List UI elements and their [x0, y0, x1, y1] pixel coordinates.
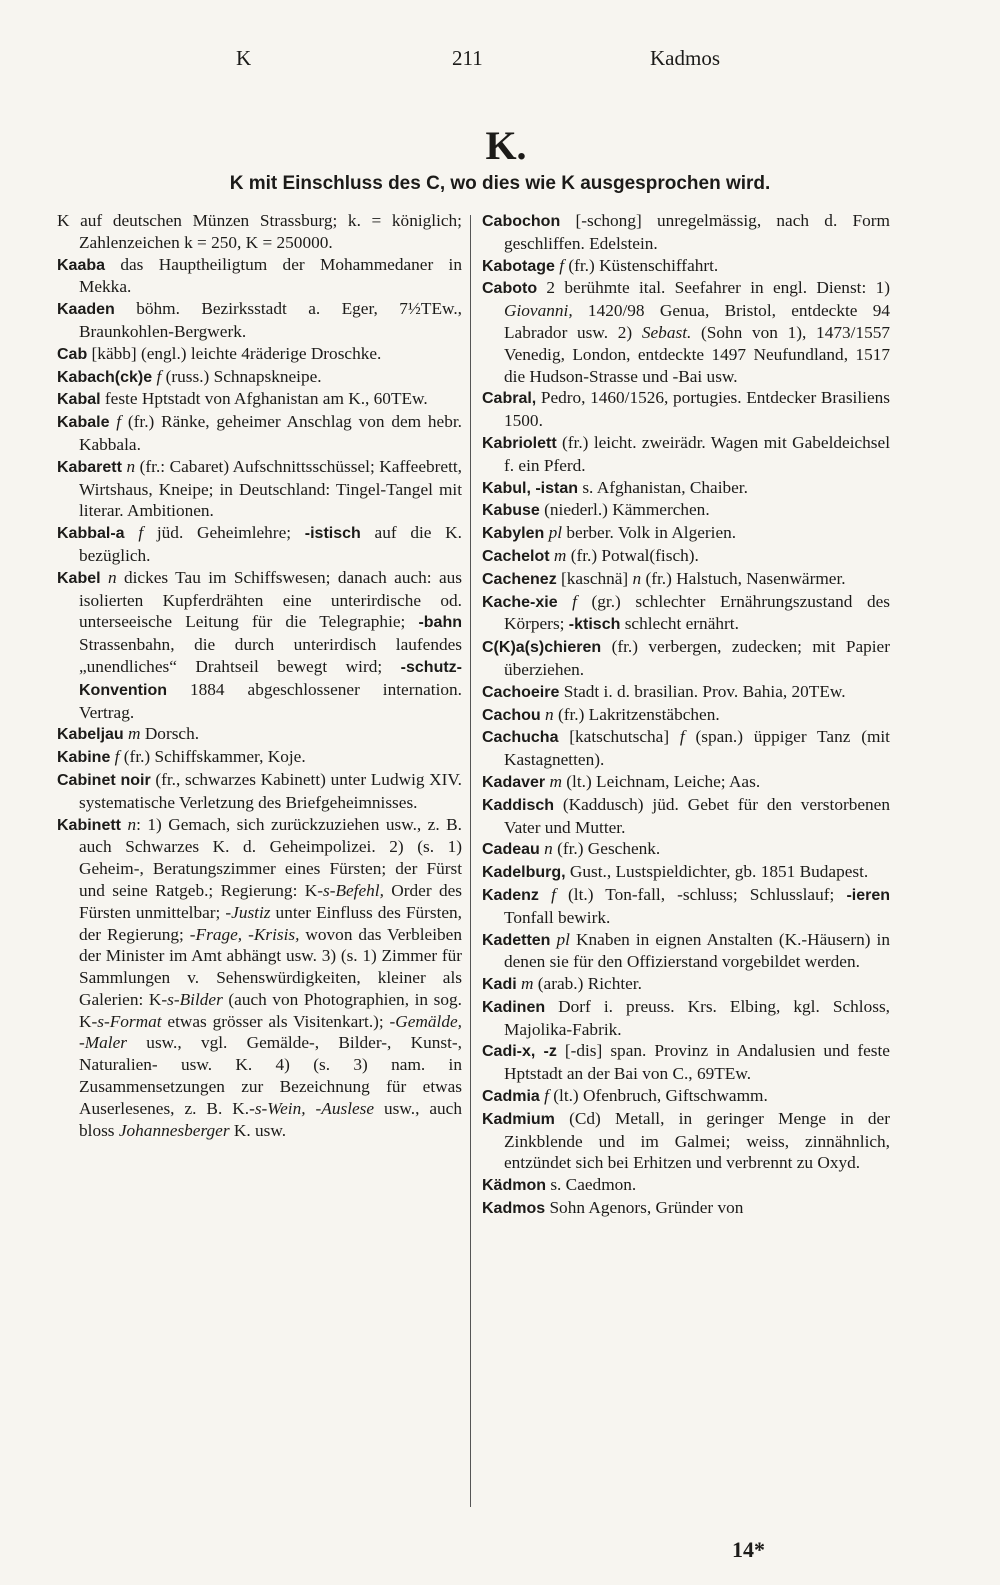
- entry-text: [101, 568, 108, 587]
- entry-text: Strassenbahn, die durch unterirdisch laufendes „unendliches“ Drahtseil bewegt wird;: [79, 635, 462, 676]
- entry-text: Sohn Agenors, Gründer von: [545, 1198, 744, 1218]
- dictionary-entry: [482, 477, 890, 500]
- entry-text: (fr.) leicht. zweirädr. Wagen mit Gabeldeichsel f. ein Pferd.: [504, 432, 890, 475]
- entry-headword: Cadeau: [482, 841, 540, 859]
- entry-text: unter Einfluss des Fürsten, der Regierung;: [79, 902, 463, 944]
- dictionary-entry: [57, 388, 462, 411]
- dictionary-entry: [482, 681, 890, 704]
- entry-text: [125, 523, 139, 542]
- entry-headword: Kabach(ck)e: [57, 368, 153, 386]
- entry-headword: Kaaba: [57, 256, 106, 274]
- dictionary-entry: [482, 210, 890, 255]
- entry-text: böhm. Bezirksstadt a. Eger, 7½TEw., Braunkohlen-Bergwerk.: [79, 299, 462, 341]
- entry-headword: Kabul, -istan: [482, 479, 579, 497]
- dictionary-entry: [482, 838, 890, 861]
- dictionary-entry: [482, 545, 890, 568]
- entry-headword: Kabel: [57, 569, 101, 587]
- entry-headword: Cab: [57, 345, 88, 363]
- signature-mark: 14*: [732, 1537, 765, 1562]
- entry-text: Dorf i. preuss. Krs. Elbing, kgl. Schloss, Majolika-Fabrik.: [504, 996, 890, 1039]
- entry-text: n: [544, 839, 553, 859]
- entry-text: f: [156, 366, 162, 386]
- entry-text: berber. Volk in Algerien.: [562, 523, 737, 543]
- entry-text: m: [549, 771, 562, 791]
- entry-headword: Cabinet noir: [57, 771, 151, 789]
- entry-text: pl: [556, 929, 570, 949]
- dictionary-entry: [482, 1108, 890, 1174]
- entry-text: m: [128, 724, 141, 744]
- entry-text: (lt.) Ofenbruch, Giftschwamm.: [548, 1086, 768, 1106]
- running-head-catchword: Kadmos: [650, 46, 720, 70]
- dictionary-entry: [57, 746, 462, 769]
- entry-text: (lt.) Leichnam, Leiche; Aas.: [561, 771, 761, 791]
- entry-headword: Kadinen: [482, 998, 546, 1016]
- entry-text: 1420/98 Genua, Bristol, entdeckte 94 Labrador usw. 2): [504, 301, 890, 342]
- entry-text: Pedro, 1460/1526, portugies. Entdecker Brasiliens 1500.: [504, 388, 890, 431]
- entry-headword: Caboto: [482, 280, 538, 298]
- entry-text: usw., vgl. Gemälde-, Bilder-, Kunst-, Naturalien- usw. K. 4) (s. 3) nam. in Zusammensetzungen zur Bezeichnung für etwas Auserlesenes, z. B. K.: [79, 1033, 462, 1118]
- entry-text: -s-Bilder: [161, 989, 223, 1009]
- dictionary-entry: [482, 1197, 890, 1220]
- entry-text: -Frage, -Krisis,: [189, 924, 300, 944]
- entry-text: f: [559, 255, 565, 275]
- entry-text: -Justiz: [225, 902, 271, 922]
- entry-headword: Kabeljau: [57, 726, 124, 744]
- dictionary-entry: [57, 254, 462, 299]
- entry-headword: Kaddisch: [482, 796, 555, 814]
- entry-text: : 1) Gemach, sich zurückzuziehen usw., z. B. auch Schwarzes K. d. Geheimpolizei. 2) (s. 1) Geheim-, Beratungszimmer eines Fürsten; der Fürst und seine Ratgeb.; Regierung: K: [79, 814, 462, 900]
- entry-text: Gust., Lustspieldichter, gb. 1851 Budapest.: [565, 862, 869, 882]
- entry-text: (fr.) Lakritzenstäbchen.: [553, 704, 720, 724]
- entry-headword: Cabral,: [482, 390, 537, 408]
- entry-headword: Kabriolett: [482, 434, 557, 452]
- entry-text: [katschutscha]: [558, 727, 680, 747]
- dictionary-entry: [57, 210, 462, 254]
- dictionary-entry: [482, 522, 890, 545]
- dictionary-entry: [57, 366, 462, 389]
- entry-text: [539, 885, 551, 904]
- entry-headword: Cadmia: [482, 1088, 540, 1106]
- dictionary-entry: [482, 1174, 890, 1197]
- entry-text: f: [679, 727, 685, 747]
- entry-text: -ieren: [846, 886, 891, 904]
- entry-text: Sebast.: [641, 322, 692, 342]
- entry-headword: Kabotage: [482, 257, 555, 275]
- dictionary-entry: [482, 726, 890, 771]
- entry-text: (fr.) verbergen, zudecken; mit Papier überziehen.: [504, 637, 890, 679]
- entry-text: s. Afghanistan, Chaiber.: [578, 477, 748, 497]
- entry-text: (fr., schwarzes Kabinett) unter Ludwig XIV. systematische Verletzung des Briefgeheimnisses.: [79, 769, 462, 812]
- entry-headword: Kabylen: [482, 525, 545, 543]
- entry-text: Dorsch.: [140, 724, 200, 744]
- entry-text: das Hauptheiligtum der Mohammedaner in Mekka.: [79, 254, 462, 297]
- entry-text: m: [553, 545, 567, 565]
- entry-text: f: [114, 747, 120, 767]
- entry-text: (fr.) Geschenk.: [552, 839, 661, 859]
- entry-text: [558, 592, 573, 611]
- dictionary-entry: [482, 1040, 890, 1085]
- entry-text: schlecht ernährt.: [620, 614, 739, 634]
- entry-text: m: [521, 974, 534, 994]
- entry-text: usw., auch bloss: [79, 1098, 462, 1140]
- entry-headword: Cadi-x, -z: [482, 1043, 557, 1061]
- entry-text: (fr.) Ränke, geheimer Anschlag von dem hebr. Kabbala.: [79, 412, 462, 454]
- entry-text: (fr.) Schiffskammer, Koje.: [119, 747, 306, 767]
- entry-text: (russ.) Schnapskneipe.: [161, 366, 322, 386]
- dictionary-entry: [482, 996, 890, 1041]
- entry-text: (Kaddusch) jüd. Gebet für den verstorbenen Vater und Mutter.: [504, 794, 890, 837]
- entry-text: (fr.: Cabaret) Aufschnittsschüssel; Kaffeebrett, Wirtshaus, Kneipe; in Deutschland: Tingel-Tangel mit literar. Ambitionen.: [79, 456, 462, 521]
- entry-text: (lt.) Ton-fall, -schluss; Schlusslauf;: [555, 884, 847, 904]
- entry-headword: Cachucha: [482, 729, 559, 747]
- entry-headword: Cachenez: [482, 570, 557, 588]
- entry-text: n: [107, 567, 117, 587]
- dictionary-entry: [482, 636, 890, 681]
- left-column: [57, 210, 462, 1141]
- dictionary-entry: [482, 568, 890, 591]
- entry-headword: Kadmos: [482, 1200, 546, 1218]
- entry-headword: Kabine: [57, 749, 111, 767]
- entry-headword: Kadmium: [482, 1110, 555, 1128]
- entry-text: s. Caedmon.: [546, 1175, 637, 1195]
- section-letter: K.: [485, 123, 527, 168]
- entry-text: f: [138, 523, 144, 543]
- entry-text: Order des Fürsten unmittelbar;: [79, 880, 462, 922]
- entry-text: (fr.) Potwal(fisch).: [566, 545, 699, 565]
- entry-text: [-dis] span. Provinz in Andalusien und feste Hptstadt an der Bai von C., 69TEw.: [504, 1041, 890, 1084]
- dictionary-entry: [57, 769, 462, 814]
- dictionary-entry: [482, 255, 890, 278]
- entry-headword: Kadi: [482, 976, 517, 994]
- dictionary-entry: [482, 929, 890, 974]
- dictionary-entry: [482, 973, 890, 996]
- entry-text: (niederl.) Kämmerchen.: [539, 500, 710, 520]
- entry-headword: Kädmon: [482, 1177, 546, 1195]
- dictionary-entry: [482, 499, 890, 522]
- entry-text: auf die K. bezüglich.: [79, 523, 462, 565]
- entry-text: jüd. Geheimlehre;: [143, 523, 305, 543]
- entry-text: (auch von Photographien, in sog. K: [79, 989, 462, 1031]
- entry-text: n: [545, 704, 554, 724]
- entry-text: (Sohn von 1), 1473/1557 Venedig, London, entdeckte 1497 Neufundland, 1517 die Hudson-Strasse und -Bai usw.: [504, 322, 890, 386]
- entry-text: f: [116, 412, 122, 432]
- entry-text: n: [632, 568, 642, 588]
- dictionary-entry: [482, 884, 890, 929]
- dictionary-entry: [482, 277, 890, 387]
- entry-headword: Kabuse: [482, 502, 540, 520]
- dictionary-entry: [57, 814, 462, 1142]
- entry-headword: Kabale: [57, 414, 110, 432]
- entry-text: dickes Tau im Schiffswesen; danach auch: aus isolierten Kupferdrähten eine unterirdische od. unterseeische Leitung für die Telegraphie;: [79, 567, 462, 632]
- dictionary-entry: [482, 794, 890, 839]
- entry-text: f: [544, 1086, 549, 1106]
- entry-text: K. usw.: [229, 1120, 287, 1140]
- dictionary-entry: [57, 343, 462, 366]
- entry-headword: Kabal: [57, 391, 101, 409]
- entry-text: -ktisch: [568, 616, 621, 634]
- entry-text: feste Hptstadt von Afghanistan am K., 60TEw.: [100, 389, 428, 409]
- right-column: [482, 210, 890, 1220]
- dictionary-entry: [482, 704, 890, 727]
- entry-text: -Gemälde, -Maler: [79, 1011, 462, 1053]
- dictionary-entry: [482, 861, 890, 884]
- entry-text: -s-Format: [91, 1011, 162, 1031]
- page-number: 211: [452, 46, 483, 70]
- dictionary-entry: [482, 591, 890, 637]
- entry-text: Knaben in eignen Anstalten (K.-Häusern) in denen sie für den Offizierstand vorgebildet werden.: [504, 929, 890, 972]
- entry-headword: Cabochon: [482, 213, 561, 230]
- entry-text: (Cd) Metall, in geringer Menge in der Zinkblende und im Galmei; weiss, zinnähnlich, entzündet sich bei Erhitzen und verbrennt zu Oxyd.: [504, 1108, 890, 1173]
- entry-text: Johannesberger: [118, 1120, 230, 1140]
- entry-text: Stadt i. d. brasilian. Prov. Bahia, 20TEw.: [559, 681, 846, 701]
- section-note: K mit Einschluss des C, wo dies wie K ausgesprochen wird.: [229, 173, 771, 194]
- entry-headword: Kabarett: [57, 458, 122, 476]
- entry-headword: Kache-xie: [482, 593, 558, 611]
- entry-text: 2 berühmte ital. Seefahrer in engl. Dienst: 1): [537, 278, 890, 298]
- entry-text: -s-Befehl,: [317, 880, 384, 900]
- entry-text: K auf deutschen Münzen Strassburg; k. = königlich; Zahlenzeichen k = 250, K = 250000.: [57, 211, 462, 252]
- entry-text: n: [126, 456, 136, 476]
- entry-text: wovon das Verbleiben der Minister im Amt abhängt usw. 3) (s. 1) Zimmer für Sammlungen v. Sehenswürdigkeiten, kleiner als Galerien: K: [79, 924, 462, 1009]
- entry-text: [kaschnä]: [556, 568, 633, 588]
- entry-text: (fr.) Küstenschiffahrt.: [564, 255, 719, 275]
- entry-headword: C(K)a(s)chieren: [482, 639, 602, 657]
- dictionary-entry: [57, 522, 462, 567]
- entry-text: n: [127, 814, 137, 834]
- dictionary-entry: [482, 771, 890, 794]
- dictionary-entry: [57, 411, 462, 456]
- entry-headword: Kadetten: [482, 931, 551, 949]
- entry-text: -s-Wein, -Auslese: [249, 1098, 375, 1118]
- dictionary-entry: [482, 432, 890, 477]
- entry-headword: Kaaden: [57, 301, 115, 319]
- entry-headword: Cachelot: [482, 547, 550, 565]
- dictionary-entry: [57, 298, 462, 343]
- entry-text: (span.) üppiger Tanz (mit Kastagnetten).: [504, 727, 890, 770]
- dictionary-entry: [482, 1085, 890, 1108]
- entry-headword: Cachou: [482, 706, 541, 724]
- entry-text: -istisch: [304, 525, 361, 543]
- entry-text: -bahn: [418, 614, 462, 632]
- entry-headword: Kadaver: [482, 773, 546, 791]
- running-head: [0, 46, 1000, 76]
- column-divider: [470, 215, 471, 1507]
- entry-text: (gr.) schlechter Ernährungszustand des Körpers;: [504, 591, 890, 634]
- entry-text: (fr.) Halstuch, Nasenwärmer.: [641, 568, 846, 588]
- entry-text: f: [551, 884, 556, 904]
- dictionary-entry: [57, 456, 462, 522]
- entry-text: Giovanni,: [504, 301, 573, 321]
- entry-headword: Kabinett: [57, 816, 121, 834]
- entry-text: Tonfall bewirk.: [504, 907, 611, 927]
- entry-text: (arab.) Richter.: [533, 974, 642, 994]
- entry-text: pl: [548, 523, 563, 543]
- entry-headword: Kabbal-a: [57, 525, 125, 543]
- dictionary-entry: [57, 723, 462, 746]
- entry-text: [käbb] (engl.) leichte 4räderige Droschke.: [87, 343, 382, 363]
- entry-headword: Kadelburg,: [482, 864, 566, 882]
- entry-text: -schutz-Konvention: [79, 658, 462, 699]
- entry-text: [-schong] unregelmässig, nach d. Form geschliffen. Edelstein.: [504, 211, 890, 253]
- entry-text: 1884 abgeschlossener internation. Vertrag.: [79, 679, 462, 722]
- entry-text: etwas grösser als Visitenkart.);: [161, 1011, 390, 1031]
- entry-headword: Cachoeire: [482, 683, 560, 701]
- entry-headword: Kadenz: [482, 886, 539, 904]
- entry-text: f: [572, 591, 577, 611]
- dictionary-entry: [482, 387, 890, 432]
- dictionary-entry: [57, 567, 462, 724]
- running-head-letter: K: [236, 46, 252, 70]
